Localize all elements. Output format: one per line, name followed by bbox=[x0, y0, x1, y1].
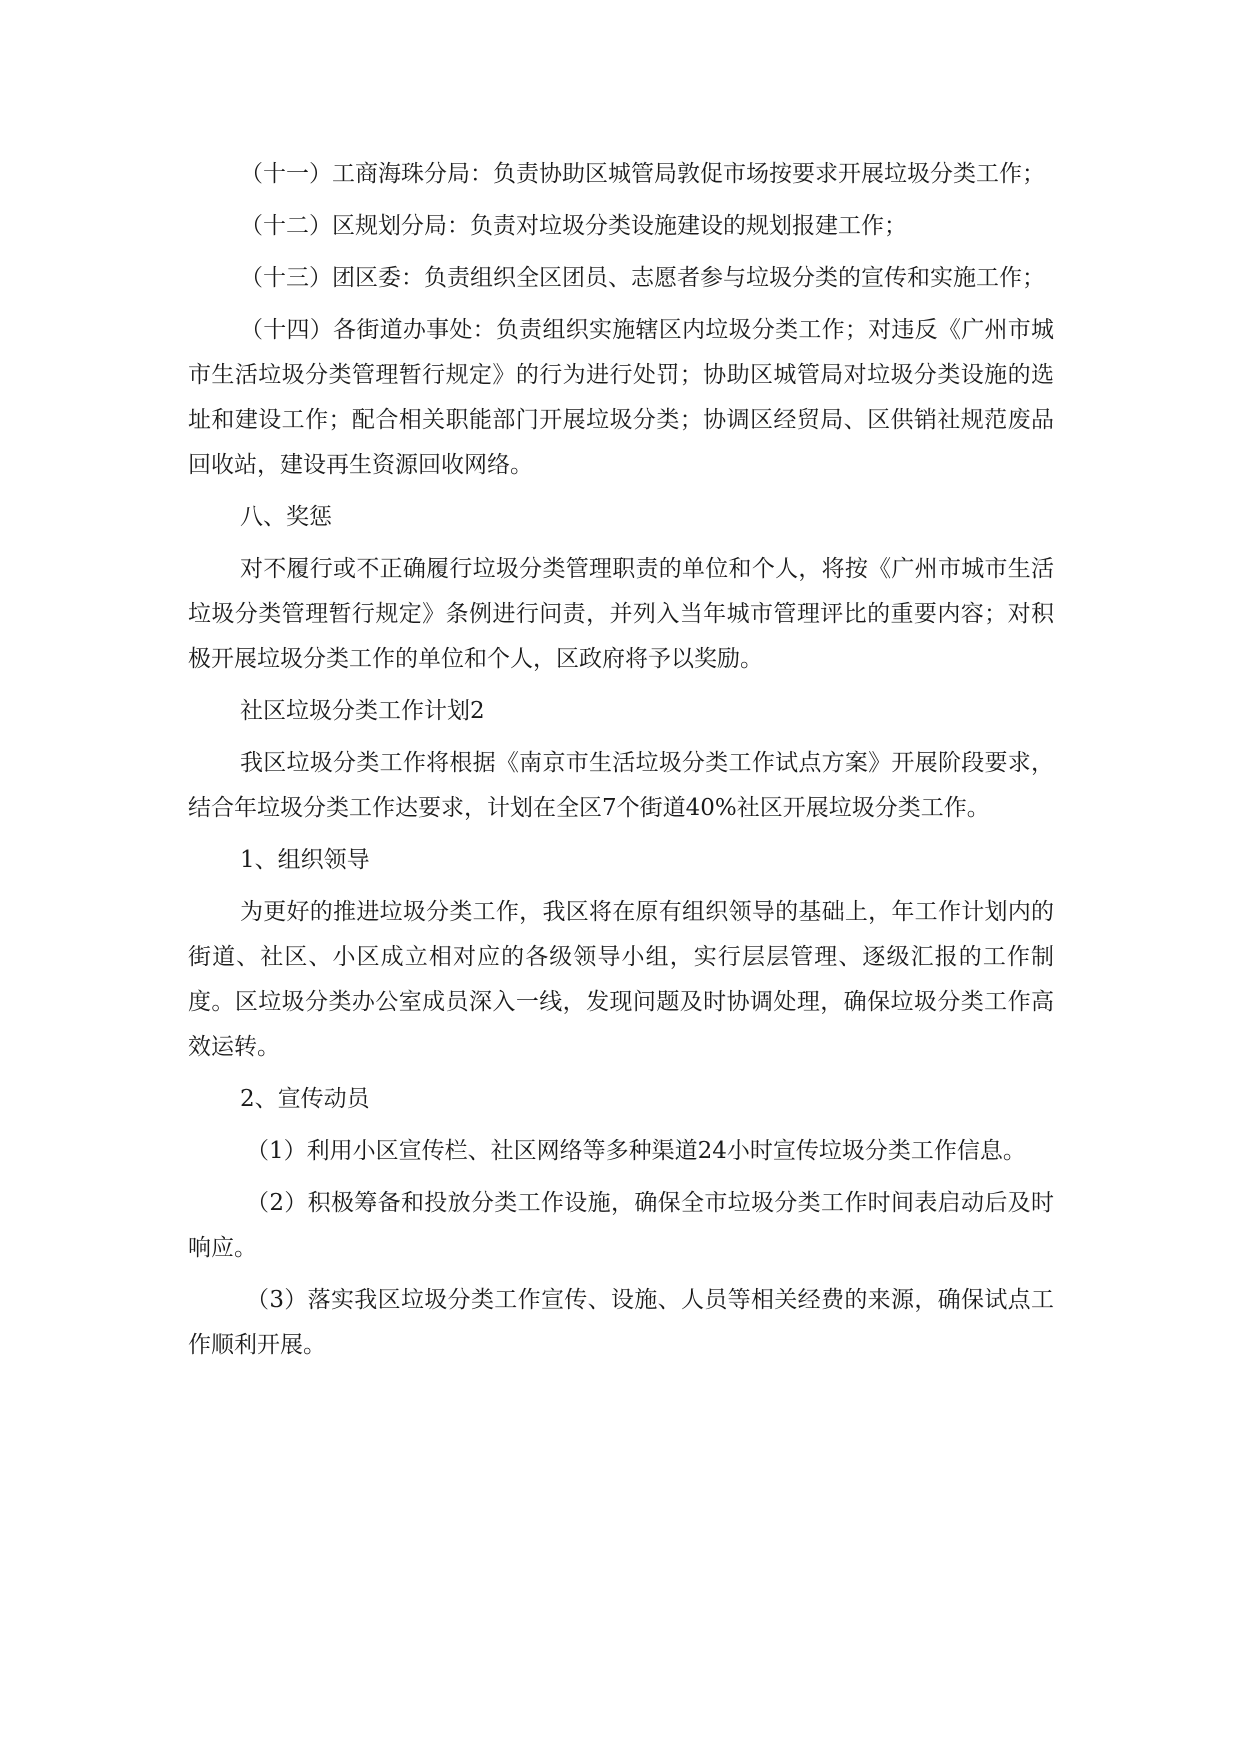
document-body bbox=[188, 152, 1054, 1375]
paragraph-street-offices: （十四）各街道办事处：负责组织实施辖区内垃圾分类工作；对违反《广州市城市生活垃圾分类管理暂行规定》的行为进行处罚；协助区城管局对垃圾分类设施的选址和建设工作；配合相关职能部门开展垃圾分类；协调区经贸局、区供销社规范废品回收站，建设再生资源回收网络。 bbox=[188, 317, 1054, 478]
paragraph-plan-intro: 我区垃圾分类工作将根据《南京市生活垃圾分类工作试点方案》开展阶段要求，结合年垃圾分类工作达要求，计划在全区7个街道40%社区开展垃圾分类工作。 bbox=[188, 750, 1054, 821]
paragraph-rewards: 对不履行或不正确履行垃圾分类管理职责的单位和个人，将按《广州市城市生活垃圾分类管理暂行规定》条例进行问责，并列入当年城市管理评比的重要内容；对积极开展垃圾分类工作的单位和个人，区政府将予以奖励。 bbox=[188, 556, 1054, 672]
paragraph-district-commerce-bureau: （十一）工商海珠分局：负责协助区城管局敦促市场按要求开展垃圾分类工作； bbox=[240, 161, 1045, 187]
paragraph-planning-bureau: （十二）区规划分局：负责对垃圾分类设施建设的规划报建工作； bbox=[240, 213, 907, 239]
paragraph-leadership: 为更好的推进垃圾分类工作，我区将在原有组织领导的基础上，年工作计划内的街道、社区、小区成立相对应的各级领导小组，实行层层管理、逐级汇报的工作制度。区垃圾分类办公室成员深入一线，发现问题及时协调处理，确保垃圾分类工作高效运转。 bbox=[188, 899, 1054, 1060]
section-title-plan-2: 社区垃圾分类工作计划2 bbox=[240, 698, 485, 724]
section-heading-leadership: 1、组织领导 bbox=[240, 847, 370, 873]
section-heading-publicity: 2、宣传动员 bbox=[240, 1086, 370, 1112]
paragraph-youth-league: （十三）团区委：负责组织全区团员、志愿者参与垃圾分类的宣传和实施工作； bbox=[240, 265, 1045, 291]
list-item-publicity-3: （3）落实我区垃圾分类工作宣传、设施、人员等相关经费的来源，确保试点工作顺利开展。 bbox=[188, 1287, 1054, 1358]
list-item-publicity-1: （1）利用小区宣传栏、社区网络等多种渠道24小时宣传垃圾分类工作信息。 bbox=[246, 1138, 1026, 1164]
list-item-publicity-2: （2）积极筹备和投放分类工作设施，确保全市垃圾分类工作时间表启动后及时响应。 bbox=[188, 1190, 1054, 1261]
section-heading-rewards: 八、奖惩 bbox=[240, 504, 332, 530]
